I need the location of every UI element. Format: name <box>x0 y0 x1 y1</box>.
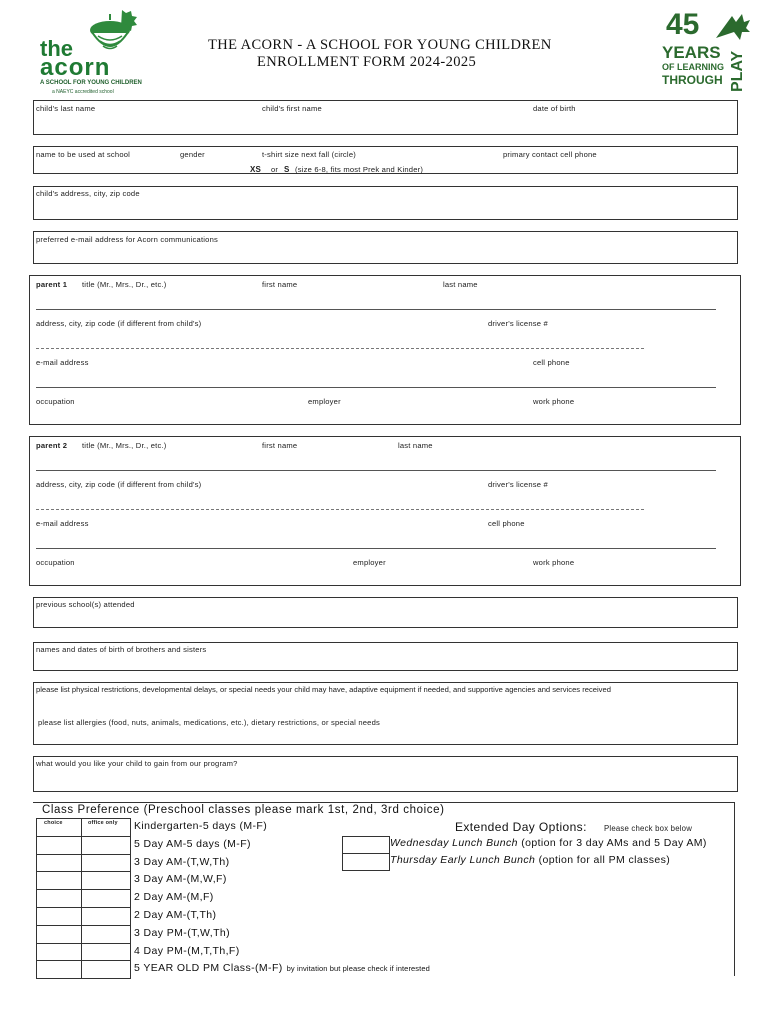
class-option <box>134 962 430 974</box>
ext-option-name: Thursday Early Lunch Bunch <box>390 854 536 866</box>
anniv-number: 45 <box>666 8 700 41</box>
class-option-label: 5 Day AM-5 days (M-F) <box>134 837 251 850</box>
ext-note: Please check box below <box>604 824 693 833</box>
class-office-cell <box>81 925 131 944</box>
parent1-heading: parent 1 <box>36 280 68 289</box>
goals-label: what would you like your child to gain from our program? <box>36 759 238 768</box>
class-option-label: 2 Day AM-(T,Th) <box>134 909 217 921</box>
parent2-name-line[interactable] <box>36 470 716 471</box>
form-title-line2: ENROLLMENT FORM 2024-2025 <box>257 54 477 70</box>
class-option <box>134 945 240 957</box>
class-office-cell <box>81 889 131 908</box>
parent2-title-label: title (Mr., Mrs., Dr., etc.) <box>82 441 167 450</box>
parent1-last-name-label: last name <box>443 280 478 289</box>
parent1-cell-label: cell phone <box>533 358 570 367</box>
ext-option <box>390 837 707 849</box>
class-choice-cell[interactable] <box>36 925 82 944</box>
class-office-cell <box>81 907 131 926</box>
parent1-section <box>29 275 741 425</box>
class-office-cell <box>81 836 131 855</box>
ext-heading: Extended Day Options: <box>455 820 587 834</box>
class-option <box>134 838 251 850</box>
child-first-name-label: child's first name <box>262 104 322 113</box>
anniversary-logo <box>660 10 756 96</box>
child-last-name-label: child's last name <box>36 104 96 113</box>
acorn-logo <box>38 8 158 95</box>
parent2-heading: parent 2 <box>36 441 68 450</box>
restrictions-label: please list physical restrictions, developmental delays, or special needs your child may have, adaptive equipment if needed, and supportive agencies and services received <box>36 685 611 694</box>
class-office-cell <box>81 854 131 873</box>
form-title-line1: THE ACORN - A SCHOOL FOR YOUNG CHILDREN <box>208 37 552 53</box>
class-option <box>134 927 230 939</box>
class-choice-cell[interactable] <box>36 960 82 979</box>
logo-acorn-text: acorn <box>40 54 111 81</box>
class-pref-heading: Class Preference (Preschool classes please mark 1st, 2nd, 3rd choice) <box>42 804 445 816</box>
logo-tagline: A SCHOOL FOR YOUNG CHILDREN <box>40 80 142 86</box>
size-or-text: or <box>271 165 279 174</box>
parent1-work-phone-label: work phone <box>533 397 575 406</box>
class-option-label: 4 Day PM-(M,T,Th,F) <box>134 944 240 957</box>
ext-option-detail: (option for 3 day AMs and 5 Day AM) <box>521 837 707 849</box>
class-option <box>134 856 229 868</box>
class-option <box>134 909 216 921</box>
parent1-employer-label: employer <box>308 397 341 406</box>
parent2-email-line[interactable] <box>36 548 716 549</box>
logo-the-text: the <box>40 36 73 61</box>
parent1-license-label: driver's license # <box>488 319 548 328</box>
class-office-cell <box>81 960 131 979</box>
ext-option-detail: (option for all PM classes) <box>538 854 671 866</box>
cell-phone-label: primary contact cell phone <box>503 150 597 159</box>
class-option <box>134 873 227 885</box>
siblings-label: names and dates of birth of brothers and sisters <box>36 645 207 654</box>
ext-option-checkbox[interactable] <box>342 853 390 871</box>
class-office-cell <box>81 818 131 837</box>
parent2-address-label: address, city, zip code (if different from child's) <box>36 480 202 489</box>
class-option <box>134 891 214 903</box>
parent1-first-name-label: first name <box>262 280 298 289</box>
previous-schools-label: previous school(s) attended <box>36 600 135 609</box>
parent2-employer-label: employer <box>353 558 386 567</box>
parent1-address-label: address, city, zip code (if different from child's) <box>36 319 202 328</box>
size-note: (size 6-8, fits most Prek and Kinder) <box>295 165 424 174</box>
previous-schools-field[interactable] <box>33 597 738 628</box>
tshirt-label: t-shirt size next fall (circle) <box>262 150 356 159</box>
choice-col-header: choice <box>44 820 63 826</box>
class-office-cell <box>81 871 131 890</box>
class-option-label: Kindergarten-5 days (M-F) <box>134 820 268 832</box>
child-name-row[interactable] <box>33 100 738 135</box>
anniv-play: PLAY <box>729 50 746 92</box>
class-choice-cell[interactable] <box>36 871 82 890</box>
office-col-header: office only <box>88 820 118 826</box>
class-option-label: 2 Day AM-(M,F) <box>134 891 214 904</box>
class-choice-cell[interactable] <box>36 854 82 873</box>
ext-option-name: Wednesday Lunch Bunch <box>390 837 518 849</box>
size-xs-option[interactable]: XS <box>250 165 262 174</box>
parent1-occupation-label: occupation <box>36 397 75 406</box>
acorn-icon <box>84 8 146 56</box>
parent2-license-label: driver's license # <box>488 480 548 489</box>
class-choice-cell[interactable] <box>36 907 82 926</box>
anniv-years: YEARS <box>662 43 721 62</box>
used-name-label: name to be used at school <box>36 150 131 159</box>
class-office-cell <box>81 943 131 962</box>
class-choice-cell[interactable] <box>36 836 82 855</box>
parent1-email-label: e-mail address <box>36 358 89 367</box>
child-address-label: child's address, city, zip code <box>36 189 140 198</box>
class-choice-cell[interactable] <box>36 818 82 837</box>
parent2-work-phone-label: work phone <box>533 558 575 567</box>
child-dob-label: date of birth <box>533 104 576 113</box>
allergies-label: please list allergies (food, nuts, animals, medications, etc.), dietary restrictions, or special needs <box>38 718 381 727</box>
parent1-email-line[interactable] <box>36 387 716 388</box>
parent2-address-line[interactable] <box>36 509 644 510</box>
parent2-occupation-label: occupation <box>36 558 75 567</box>
ext-option-checkbox[interactable] <box>342 836 390 854</box>
parent1-title-label: title (Mr., Mrs., Dr., etc.) <box>82 280 167 289</box>
leaf-icon <box>712 12 752 42</box>
anniv-through: THROUGH <box>662 73 723 87</box>
parent1-name-line[interactable] <box>36 309 716 310</box>
parent2-last-name-label: last name <box>398 441 433 450</box>
class-choice-cell[interactable] <box>36 889 82 908</box>
ext-option <box>390 854 670 866</box>
class-option-label: 3 Day PM-(T,W,Th) <box>134 926 231 939</box>
class-option <box>134 820 267 832</box>
parent2-first-name-label: first name <box>262 441 298 450</box>
invite-note: by invitation but please check if interested <box>286 964 430 974</box>
class-choice-cell[interactable] <box>36 943 82 962</box>
class-option-label: 3 Day AM-(M,W,F) <box>134 873 227 886</box>
class-option-label: 3 Day AM-(T,W,Th) <box>134 855 230 868</box>
logo-subtagline: a NAEYC accredited school <box>52 89 114 95</box>
parent2-email-label: e-mail address <box>36 519 89 528</box>
parent1-address-line[interactable] <box>36 348 644 349</box>
parent2-cell-label: cell phone <box>488 519 525 528</box>
class-option-label: 5 YEAR OLD PM Class-(M-F) <box>134 962 283 975</box>
anniv-of-learning: OF LEARNING <box>662 62 724 72</box>
email-label: preferred e-mail address for Acorn communications <box>36 235 218 244</box>
size-s-option[interactable]: S <box>284 165 290 174</box>
gender-label: gender <box>180 150 205 159</box>
